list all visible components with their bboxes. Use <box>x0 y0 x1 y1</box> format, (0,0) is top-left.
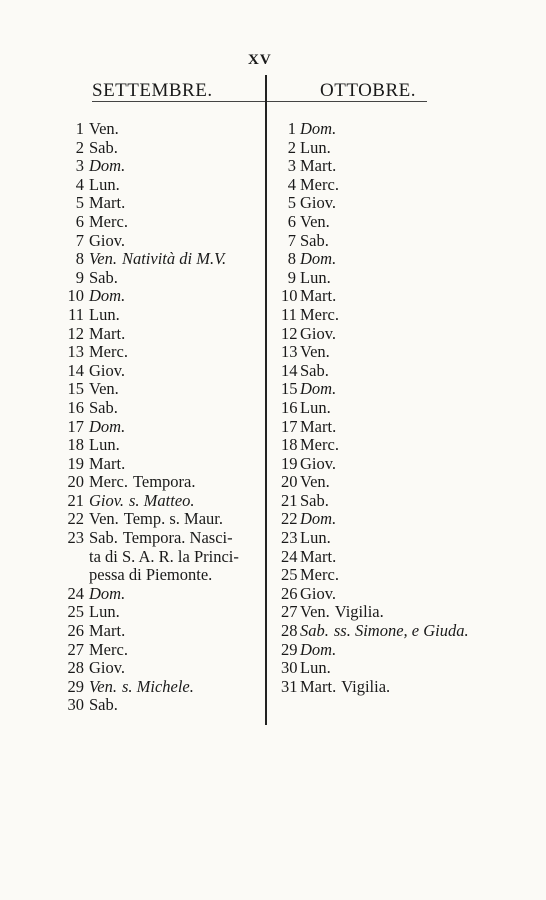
weekday: Lun. <box>89 435 120 455</box>
weekday: Dom. <box>89 416 126 436</box>
day-number: 18 <box>281 435 298 455</box>
weekday: Lun. <box>300 267 331 287</box>
ottobre-column <box>281 120 521 696</box>
weekday: Mart. <box>300 676 337 696</box>
day-number: 9 <box>75 267 84 287</box>
calendar-row <box>58 659 263 678</box>
feast-note: Tempora. Nasci- <box>122 528 233 548</box>
calendar-row <box>58 399 263 418</box>
day-number: 15 <box>281 379 298 399</box>
weekday: Dom. <box>300 119 337 138</box>
calendar-row <box>281 418 521 437</box>
day-number: 13 <box>281 342 298 362</box>
calendar-row <box>58 529 263 548</box>
calendar-row <box>281 362 521 381</box>
weekday: Lun. <box>89 174 120 194</box>
calendar-row <box>58 622 263 641</box>
calendar-row <box>58 306 263 325</box>
calendar-row <box>58 213 263 232</box>
weekday: Merc. <box>89 639 128 659</box>
calendar-row <box>281 399 521 418</box>
day-number: 16 <box>67 397 84 417</box>
feast-note: Vigilia. <box>334 602 384 622</box>
day-number: 14 <box>67 360 84 380</box>
day-number: 26 <box>67 621 84 641</box>
weekday: Merc. <box>89 472 128 492</box>
weekday: Giov. <box>89 490 124 510</box>
calendar-row <box>281 380 521 399</box>
calendar-row <box>281 232 521 251</box>
calendar-row <box>58 287 263 306</box>
column-divider <box>265 75 267 725</box>
calendar-row <box>58 176 263 195</box>
day-number: 7 <box>287 230 296 250</box>
calendar-row <box>58 510 263 529</box>
day-number: 4 <box>75 174 84 194</box>
day-number: 17 <box>281 416 298 436</box>
calendar-row <box>58 678 263 697</box>
weekday: Sab. <box>300 490 329 510</box>
page-number: XV <box>248 52 272 68</box>
calendar-row <box>281 120 521 139</box>
weekday: Lun. <box>300 658 331 678</box>
day-number: 16 <box>281 397 298 417</box>
day-number: 30 <box>67 695 84 715</box>
day-number: 11 <box>68 304 84 324</box>
weekday: Lun. <box>300 528 331 548</box>
weekday: Dom. <box>300 639 337 659</box>
calendar-row <box>281 659 521 678</box>
calendar-row <box>281 473 521 492</box>
day-number: 20 <box>281 472 298 492</box>
weekday: Merc. <box>300 174 339 194</box>
calendar-row <box>58 696 263 715</box>
day-number: 23 <box>281 528 298 548</box>
day-number: 1 <box>287 119 296 138</box>
day-number: 19 <box>281 453 298 473</box>
weekday: Merc. <box>300 565 339 585</box>
day-number: 21 <box>67 490 84 510</box>
calendar-row <box>58 362 263 381</box>
calendar-row <box>58 603 263 622</box>
day-number: 19 <box>67 453 84 473</box>
weekday: Giov. <box>89 230 126 250</box>
calendar-row <box>58 455 263 474</box>
calendar-row <box>58 380 263 399</box>
weekday: Merc. <box>300 304 339 324</box>
calendar-row <box>58 436 263 455</box>
weekday: Mart. <box>300 546 337 566</box>
calendar-row <box>281 510 521 529</box>
day-number: 6 <box>287 211 296 231</box>
day-number: 29 <box>281 639 298 659</box>
weekday: Ven. <box>300 211 330 231</box>
calendar-row <box>58 641 263 660</box>
calendar-row <box>58 250 263 269</box>
weekday: Ven. <box>89 119 119 138</box>
weekday: Ven. <box>300 472 330 492</box>
feast-note: Temp. s. Maur. <box>123 509 224 529</box>
weekday: Sab. <box>89 528 118 548</box>
header-rule <box>92 101 427 102</box>
calendar-row <box>281 269 521 288</box>
calendar-row <box>281 678 521 697</box>
calendar-row <box>281 213 521 232</box>
calendar-row <box>58 473 263 492</box>
day-number: 27 <box>281 602 298 622</box>
day-number: 12 <box>67 323 84 343</box>
feast-note: s. Michele. <box>121 676 194 696</box>
day-number: 30 <box>281 658 298 678</box>
calendar-row <box>281 436 521 455</box>
weekday: Dom. <box>300 379 337 399</box>
day-number: 6 <box>75 211 84 231</box>
day-number: 5 <box>75 193 84 213</box>
weekday: Giov. <box>300 453 337 473</box>
weekday: Dom. <box>89 286 126 306</box>
weekday: Sab. <box>300 621 329 641</box>
feast-note: Vigilia. <box>341 676 391 696</box>
weekday: Merc. <box>89 342 128 362</box>
calendar-row <box>281 325 521 344</box>
day-number: 3 <box>75 156 84 176</box>
day-number: 23 <box>67 528 84 548</box>
feast-note: Tempora. <box>132 472 196 492</box>
weekday: Lun. <box>89 304 120 324</box>
day-number: 24 <box>67 583 84 603</box>
weekday: Dom. <box>89 583 126 603</box>
day-number: 1 <box>75 119 84 138</box>
day-number: 3 <box>287 156 296 176</box>
weekday: Ven. <box>89 249 117 269</box>
calendar-row <box>281 529 521 548</box>
day-number: 28 <box>67 658 84 678</box>
day-number: 28 <box>281 621 298 641</box>
weekday: Mart. <box>300 156 337 176</box>
day-number: 8 <box>287 249 296 269</box>
calendar-row <box>58 232 263 251</box>
weekday: Sab. <box>300 360 329 380</box>
weekday: Merc. <box>300 435 339 455</box>
day-number: 13 <box>67 342 84 362</box>
calendar-row <box>281 566 521 585</box>
day-number: 2 <box>75 137 84 157</box>
calendar-row <box>58 418 263 437</box>
calendar-row-continuation <box>58 548 263 567</box>
calendar-row <box>58 157 263 176</box>
day-number: 18 <box>67 435 84 455</box>
calendar-row <box>58 343 263 362</box>
weekday: Sab. <box>300 230 329 250</box>
feast-note: ss. Simone, e Giuda. <box>333 621 469 641</box>
calendar-row <box>281 641 521 660</box>
weekday: Dom. <box>89 156 126 176</box>
calendar-row <box>281 250 521 269</box>
weekday: Dom. <box>300 249 337 269</box>
calendar-row <box>58 585 263 604</box>
weekday: Giov. <box>300 583 337 603</box>
weekday: Giov. <box>89 360 126 380</box>
month-title-settembre: SETTEMBRE. <box>92 80 213 101</box>
feast-note-continuation: pessa di Piemonte. <box>89 565 213 585</box>
day-number: 5 <box>287 193 296 213</box>
weekday: Ven. <box>89 509 119 529</box>
day-number: 20 <box>67 472 84 492</box>
day-number: 17 <box>67 416 84 436</box>
day-number: 14 <box>281 360 298 380</box>
weekday: Mart. <box>89 453 126 473</box>
day-number: 21 <box>281 490 298 510</box>
calendar-row <box>281 622 521 641</box>
calendar-row <box>281 603 521 622</box>
day-number: 29 <box>67 676 84 696</box>
day-number: 9 <box>287 267 296 287</box>
calendar-row <box>58 492 263 511</box>
weekday: Mart. <box>300 416 337 436</box>
calendar-row <box>58 325 263 344</box>
day-number: 10 <box>67 286 84 306</box>
calendar-row <box>281 492 521 511</box>
calendar-row <box>281 157 521 176</box>
weekday: Mart. <box>89 193 126 213</box>
weekday: Ven. <box>300 342 330 362</box>
day-number: 22 <box>281 509 298 529</box>
calendar-row <box>281 176 521 195</box>
feast-note: Natività di M.V. <box>121 249 227 269</box>
day-number: 11 <box>281 304 297 324</box>
day-number: 26 <box>281 583 298 603</box>
calendar-row <box>281 548 521 567</box>
day-number: 4 <box>287 174 296 194</box>
weekday: Lun. <box>300 137 331 157</box>
calendar-row <box>281 306 521 325</box>
calendar-row <box>281 585 521 604</box>
calendar-row <box>281 139 521 158</box>
day-number: 25 <box>281 565 298 585</box>
day-number: 27 <box>67 639 84 659</box>
weekday: Dom. <box>300 509 337 529</box>
calendar-row <box>281 287 521 306</box>
weekday: Giov. <box>300 193 337 213</box>
day-number: 24 <box>281 546 298 566</box>
weekday: Lun. <box>89 602 120 622</box>
day-number: 31 <box>281 676 298 696</box>
feast-note-continuation: ta di S. A. R. la Princi- <box>89 546 239 566</box>
weekday: Sab. <box>89 137 118 157</box>
weekday: Giov. <box>300 323 337 343</box>
calendar-row <box>281 455 521 474</box>
day-number: 8 <box>75 249 84 269</box>
feast-note: s. Matteo. <box>128 490 195 510</box>
weekday: Sab. <box>89 267 118 287</box>
day-number: 2 <box>287 137 296 157</box>
weekday: Ven. <box>300 602 330 622</box>
weekday: Ven. <box>89 379 119 399</box>
weekday: Mart. <box>300 286 337 306</box>
weekday: Sab. <box>89 397 118 417</box>
weekday: Merc. <box>89 211 128 231</box>
day-number: 22 <box>67 509 84 529</box>
month-title-ottobre: OTTOBRE. <box>320 80 417 101</box>
calendar-row-continuation <box>58 566 263 585</box>
day-number: 7 <box>75 230 84 250</box>
calendar-row <box>58 194 263 213</box>
calendar-row <box>58 139 263 158</box>
weekday: Sab. <box>89 695 118 715</box>
day-number: 10 <box>281 286 298 306</box>
weekday: Giov. <box>89 658 126 678</box>
weekday: Mart. <box>89 323 126 343</box>
weekday: Lun. <box>300 397 331 417</box>
day-number: 25 <box>67 602 84 622</box>
weekday: Ven. <box>89 676 117 696</box>
calendar-row <box>58 269 263 288</box>
day-number: 15 <box>67 379 84 399</box>
settembre-column <box>58 120 263 715</box>
day-number: 12 <box>281 323 298 343</box>
calendar-row <box>281 343 521 362</box>
calendar-row <box>281 194 521 213</box>
weekday: Mart. <box>89 621 126 641</box>
calendar-row <box>58 120 263 139</box>
